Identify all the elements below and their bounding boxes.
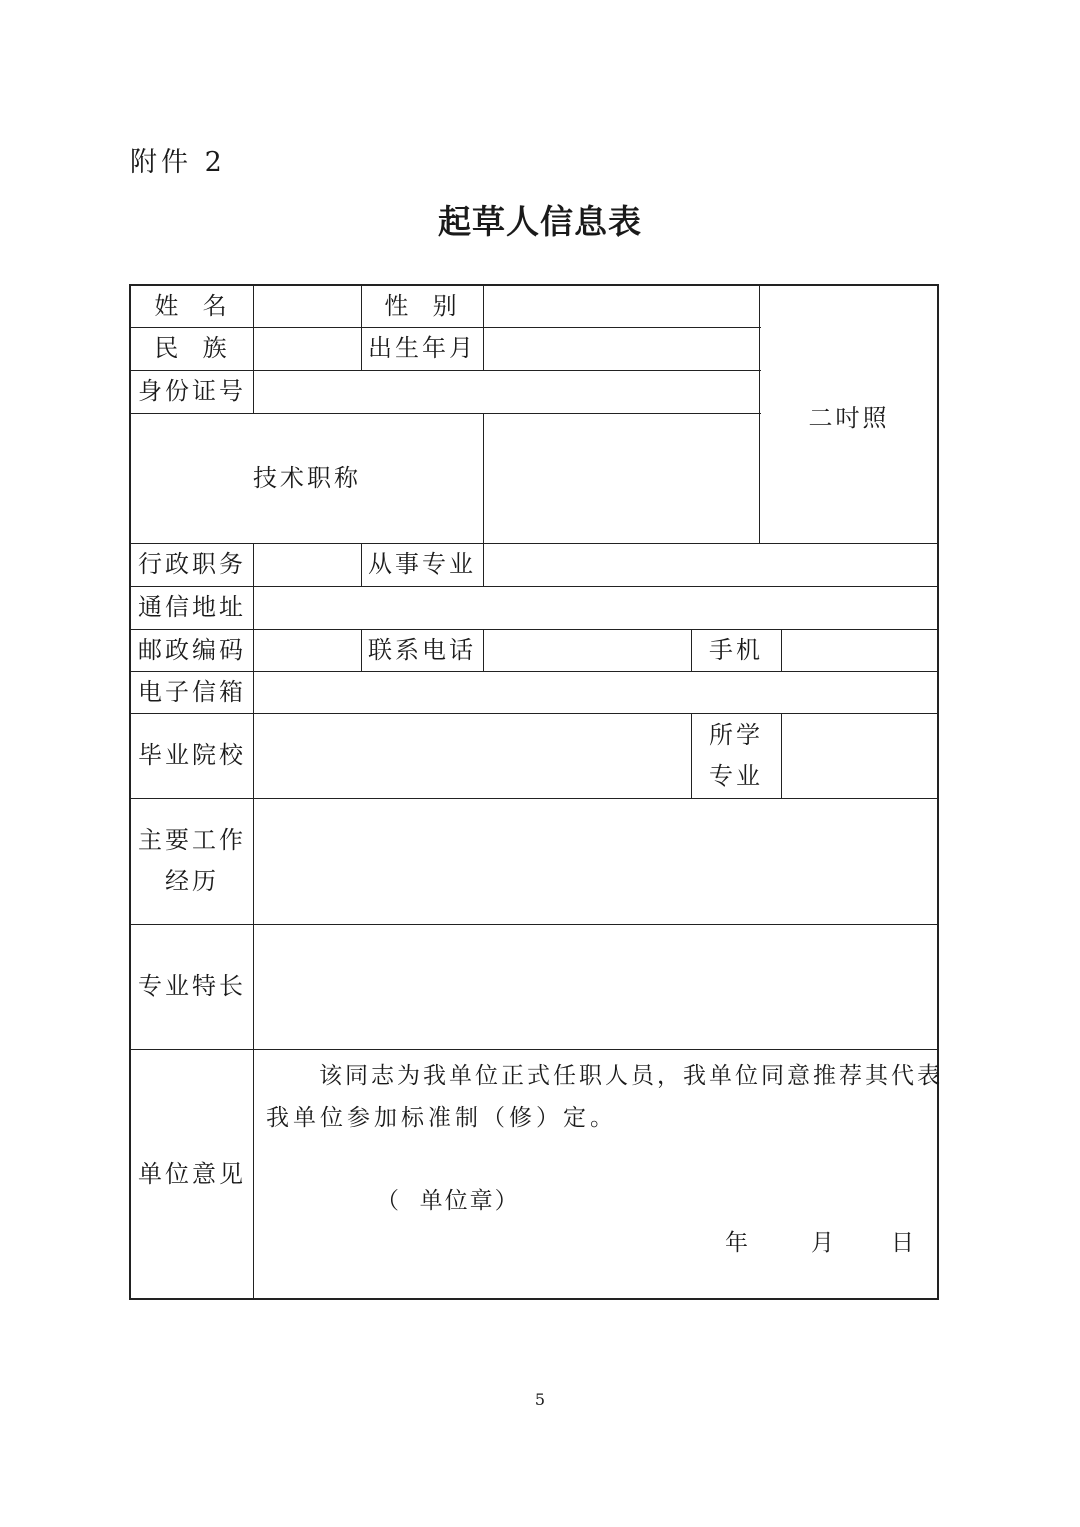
work-history-label [131,798,253,924]
opinion-line-1: 该同志为我单位正式任职人员，我单位同意推荐其代表 [319,1063,943,1089]
major-label [691,713,781,798]
opinion-line-2: 我单位参加标准制（修）定。 [266,1105,617,1131]
page-title: 起草人信息表 [438,202,642,241]
page-number: 5 [534,1390,546,1409]
unit-opinion-label: 单位意见 [138,1160,246,1189]
address-label: 通信地址 [138,593,246,622]
grid-line [483,629,484,671]
grid-line [253,543,254,1300]
major-label-line2: 专业 [709,761,763,790]
work-history-line1: 主要工作 [138,826,246,855]
date-month: 月 [811,1230,838,1256]
work-history-line2: 经历 [165,867,219,895]
tech-title-label: 技术职称 [253,463,361,492]
grid-line [483,413,484,586]
date-year: 年 [725,1230,752,1256]
profession-label: 从事专业 [368,550,476,579]
birth-date-label: 出生年月 [368,334,476,363]
attachment-label: 附件 2 [130,147,226,178]
unit-seal: （ 单位章） [376,1188,520,1214]
name-label: 姓 名 [154,292,230,321]
photo-label: 二吋照 [808,403,890,432]
phone-label: 联系电话 [368,635,476,664]
admin-post-label: 行政职务 [138,550,246,579]
postcode-label: 邮政编码 [138,635,246,664]
ethnicity-label: 民 族 [154,334,230,363]
specialty-label: 专业特长 [138,972,246,1001]
grid-line [483,286,484,370]
school-label: 毕业院校 [138,741,246,770]
date-day: 日 [891,1230,918,1256]
major-label-line1: 所学 [709,720,763,749]
mobile-label: 手机 [709,635,763,664]
gender-label: 性 别 [384,292,460,321]
grid-line [781,713,782,798]
id-number-label: 身份证号 [138,377,246,406]
info-form [129,284,943,1300]
grid-line [781,629,782,671]
grid-line [253,286,254,413]
email-label: 电子信箱 [138,677,246,706]
